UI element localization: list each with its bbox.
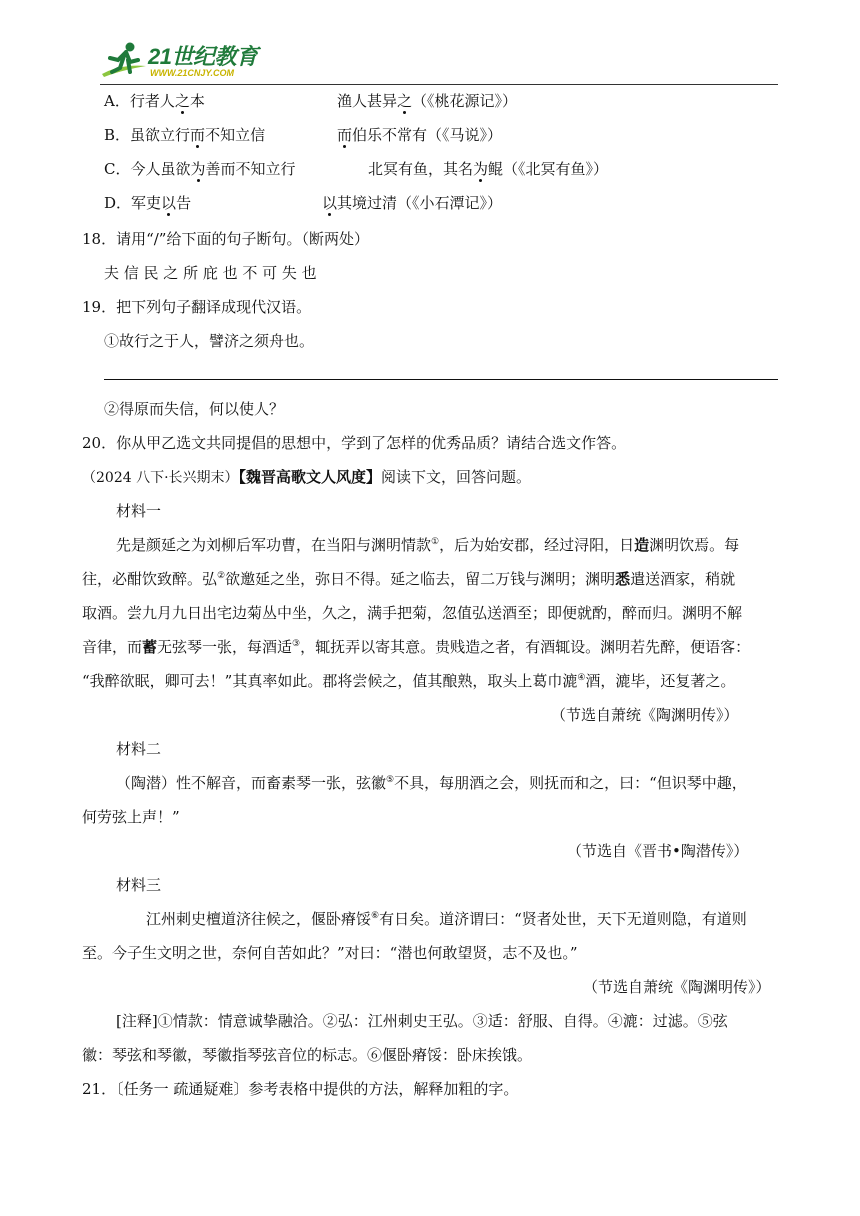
header-rule bbox=[100, 84, 778, 85]
material-3-source: （节选自萧统《陶渊明传》） bbox=[583, 978, 771, 996]
dotted-char: 而 bbox=[190, 126, 206, 144]
material-1-line: 往，必酣饮致醉。弘②欲邀延之坐，弥日不得。延之临去，留二万钱与渊明；渊明悉遣送酒家，稍就 bbox=[82, 570, 736, 588]
bold-char: 蓄 bbox=[142, 638, 158, 656]
option-b-compare: 而伯乐不常有（《马说》） bbox=[337, 126, 503, 144]
annotation-notes: [注释]①情款：情意诚挚融洽。②弘：江州刺史王弘。③适：舒服、自得。④漉：过滤。⑤弦 bbox=[116, 1012, 728, 1030]
option-letter: C． bbox=[104, 160, 131, 178]
option-b: B．虽欲立行而不知立信 bbox=[104, 126, 266, 144]
question-20: 20．你从甲乙选文共同提倡的思想中，学到了怎样的优秀品质？请结合选文作答。 bbox=[82, 434, 627, 452]
answer-line[interactable] bbox=[104, 379, 778, 380]
material-3-line: 江州刺史檀道济往候之，偃卧瘠馁⑥有日矣。道济谓曰：“贤者处世，天下无道则隐，有道则 bbox=[146, 910, 747, 928]
question-19: 19．把下列句子翻译成现代汉语。 bbox=[82, 298, 312, 316]
material-1-line: 先是颜延之为刘柳后军功曹，在当阳与渊明情款①，后为始安郡，经过浔阳，日造渊明饮焉。每 bbox=[116, 536, 740, 554]
option-letter: D． bbox=[104, 194, 132, 212]
option-c-compare: 北冥有鱼，其名为鲲（《北冥有鱼》） bbox=[368, 160, 609, 178]
dotted-char: 为 bbox=[190, 160, 206, 178]
translate-item-1: ①故行之于人，譬济之须舟也。 bbox=[104, 332, 315, 350]
page-header bbox=[0, 0, 860, 88]
material-3-line: 至。今子生文明之世，奈何自苦如此？”对曰：“潜也何敢望贤，志不及也。” bbox=[82, 944, 578, 962]
question-18: 18．请用“/”给下面的句子断句。（断两处） bbox=[82, 230, 369, 248]
dotted-char: 以 bbox=[161, 194, 177, 212]
dotted-char: 为 bbox=[473, 160, 489, 178]
dotted-char: 而 bbox=[337, 126, 353, 144]
option-d: D．军吏以告 bbox=[104, 194, 192, 212]
material-1-source: （节选自萧统《陶渊明传》） bbox=[551, 706, 739, 724]
bold-char: 造 bbox=[634, 536, 650, 554]
logo-url: WWW.21CNJY.COM bbox=[150, 68, 235, 78]
runner-logo-icon bbox=[100, 40, 148, 78]
brand-logo bbox=[100, 40, 280, 82]
dotted-char: 之 bbox=[174, 92, 190, 110]
section-title: 【魏晋高歌文人风度】 bbox=[238, 468, 382, 486]
annotation-notes: 徽：琴弦和琴徽，琴徽指琴弦音位的标志。⑥偃卧瘠馁：卧床挨饿。 bbox=[82, 1046, 533, 1064]
translate-item-2: ②得原而失信，何以使人？ bbox=[104, 400, 285, 418]
material-3-label: 材料三 bbox=[116, 876, 162, 894]
material-1-label: 材料一 bbox=[116, 502, 162, 520]
option-a-compare: 渔人甚异之（《桃花源记》） bbox=[337, 92, 518, 110]
reading-intro: （2024 八下·长兴期末）【魏晋高歌文人风度】阅读下文，回答问题。 bbox=[82, 468, 532, 486]
material-2-line: （陶潜）性不解音，而畜素琴一张，弦徽⑤不具，每朋酒之会，则抚而和之，曰：“但识琴中趣， bbox=[116, 774, 747, 792]
option-letter: B． bbox=[104, 126, 131, 144]
material-2-label: 材料二 bbox=[116, 740, 162, 758]
material-1-line: “我醉欲眠，卿可去！”其真率如此。郡将尝候之，值其酿熟，取头上葛巾漉④酒，漉毕，还复著之。 bbox=[82, 672, 736, 690]
material-1-line: 取酒。尝九月九日出宅边菊丛中坐，久之，满手把菊，忽值弘送酒至；即便就酌，醉而归。渊明不解 bbox=[82, 604, 743, 622]
dotted-char: 之 bbox=[397, 92, 413, 110]
dotted-char: 以 bbox=[322, 194, 338, 212]
material-1-line: 音律，而蓄无弦琴一张，每酒适③，辄抚弄以寄其意。贵贱造之者，有酒辄设。渊明若先醉，便语客： bbox=[82, 638, 751, 656]
material-2-source: （节选自《晋书•陶潜传》） bbox=[567, 842, 749, 860]
option-a: A．行者人之本 bbox=[104, 92, 205, 110]
option-d-compare: 以其境过清（《小石潭记》） bbox=[322, 194, 503, 212]
exam-source: （2024 八下·长兴期末） bbox=[82, 470, 239, 486]
material-2-line: 何劳弦上声！” bbox=[82, 808, 180, 826]
option-c: C．今人虽欲为善而不知立行 bbox=[104, 160, 296, 178]
logo-text: 21世纪教育 bbox=[148, 44, 258, 69]
sentence-to-punctuate: 夫 信 民 之 所 庇 也 不 可 失 也 bbox=[104, 264, 317, 282]
bold-char: 悉 bbox=[615, 570, 631, 588]
option-letter: A． bbox=[104, 92, 130, 110]
question-21: 21．〔任务一 疏通疑难〕参考表格中提供的方法，解释加粗的字。 bbox=[82, 1080, 519, 1098]
